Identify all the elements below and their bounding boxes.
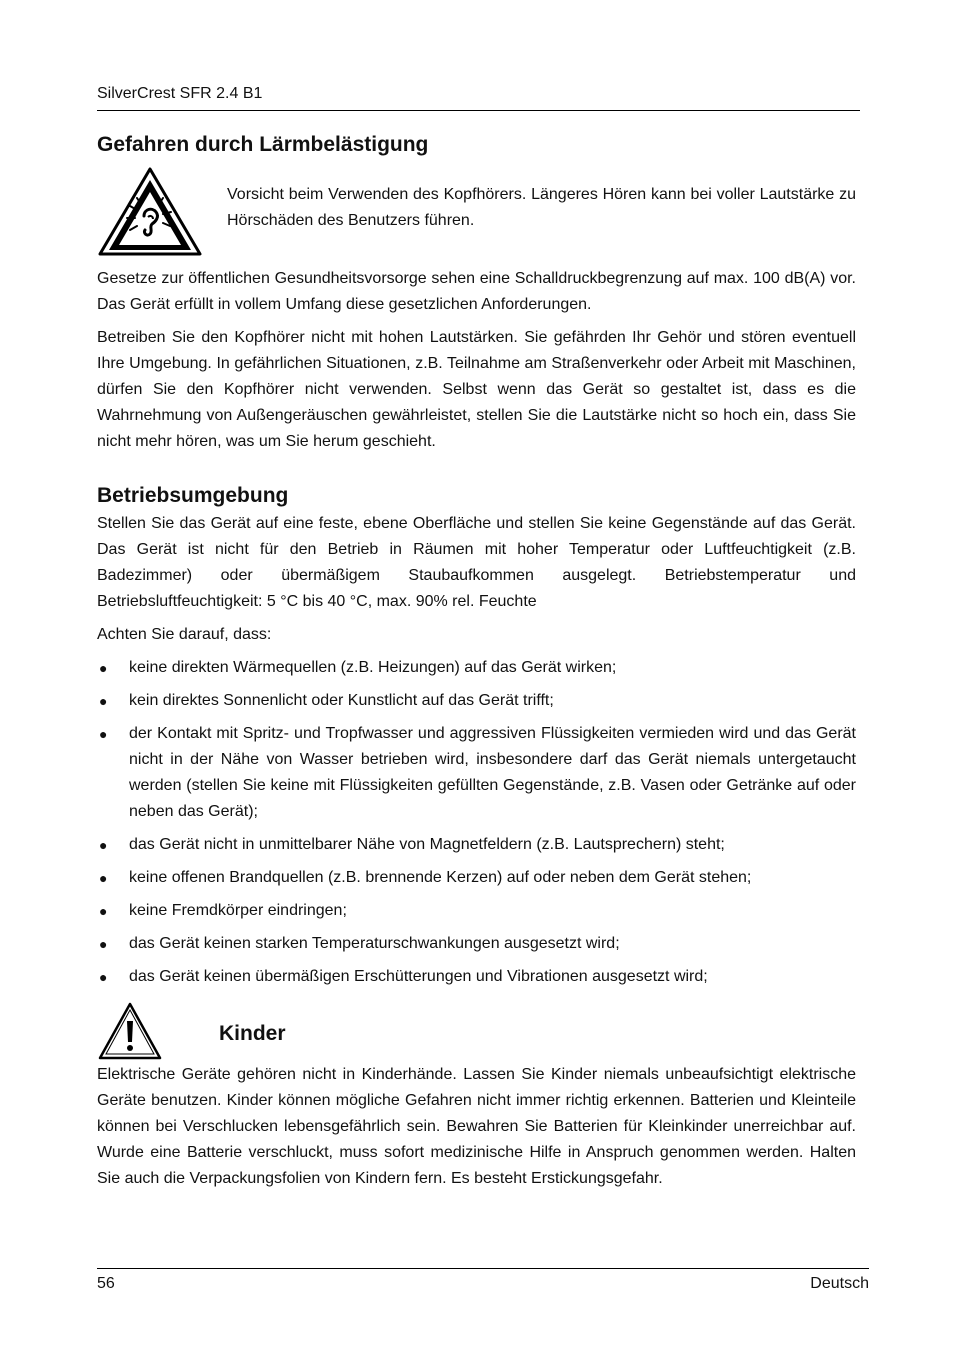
page-content: [97, 130, 856, 1199]
list-item: ● keine offenen Brandquellen (z.B. brennende Kerzen) auf oder neben dem Gerät stehen;: [99, 869, 752, 886]
list-item: ● keine Fremdkörper eindringen;: [99, 902, 347, 919]
children-heading-row: [97, 1000, 856, 1062]
caution-warning-icon: [97, 1001, 163, 1061]
hearing-warning-box: [97, 166, 856, 258]
environment-paragraph-2: Achten Sie darauf, dass:: [97, 626, 272, 643]
heading-noise: Gefahren durch Lärmbelästigung: [97, 133, 429, 156]
hearing-warning-icon: [97, 166, 203, 258]
list-item: ● keine direkten Wärmequellen (z.B. Heizungen) auf das Gerät wirken;: [99, 659, 617, 676]
noise-paragraph-2: Betreiben Sie den Kopfhörer nicht mit hohen Lautstärken. Sie gefährden Ihr Gehör und stören eventuell Ihre Umgebung. In gefährlichen Situationen, z.B. Teilnahme am Straßenverkehr oder Arbeit mit Maschinen, dürfen Sie den Kopfhörer nicht verwenden. Selbst wenn das Gerät so gestaltet ist, dass es die Wahrnehmung von Außengeräuschen gewährleistet, stellen Sie die Lautstärke nicht so hoch ein, dass Sie nicht mehr hören, was um Sie herum geschieht.: [97, 329, 856, 450]
page-number: 56: [97, 1275, 115, 1292]
list-item: ● das Gerät nicht in unmittelbarer Nähe von Magnetfeldern (z.B. Lautsprechern) steht;: [99, 836, 725, 853]
environment-paragraph-1: Stellen Sie das Gerät auf eine feste, ebene Oberfläche und stellen Sie keine Gegenstände auf das Gerät. Das Gerät ist nicht für den Betrieb in Räumen mit hoher Temperatur oder Luftfeuchtigkeit (z.B. Badezimmer) oder übermäßigem Staubaufkommen ausgelegt. Betriebstemperatur und Betriebsluftfeuchtigkeit: 5 °C bis 40 °C, max. 90% rel. Feuchte: [97, 515, 856, 610]
page-header: [97, 84, 860, 111]
heading-children: Kinder: [219, 1022, 286, 1045]
header-title: SilverCrest SFR 2.4 B1: [97, 85, 263, 102]
page-footer: [97, 1268, 869, 1292]
list-item: ● der Kontakt mit Spritz- und Tropfwasser und aggressiven Flüssigkeiten vermieden wird und das Gerät nicht in der Nähe von Wasser betrieben wird, insbesondere darf das Gerät niemals untergetaucht werden (stellen Sie keine mit Flüssigkeiten gefüllten Gegenstände, z.B. Vasen oder Getränke auf oder neben das Gerät);: [99, 725, 856, 820]
list-item: ● kein direktes Sonnenlicht oder Kunstlicht auf das Gerät trifft;: [99, 692, 554, 709]
environment-list: [97, 655, 856, 990]
list-item: ● das Gerät keinen übermäßigen Erschütterungen und Vibrationen ausgesetzt wird;: [99, 968, 708, 985]
heading-environment: Betriebsumgebung: [97, 484, 289, 507]
list-item: ● das Gerät keinen starken Temperaturschwankungen ausgesetzt wird;: [99, 935, 620, 952]
hearing-warning-text: Vorsicht beim Verwenden des Kopfhörers. Längeres Hören kann bei voller Lautstärke zu Hörschäden des Benutzers führen.: [227, 186, 856, 229]
noise-paragraph-1: Gesetze zur öffentlichen Gesundheitsvorsorge sehen eine Schalldruckbegrenzung auf max. 100 dB(A) vor. Das Gerät erfüllt in vollem Umfang diese gesetzlichen Anforderungen.: [97, 270, 856, 313]
footer-language: Deutsch: [810, 1275, 869, 1292]
children-paragraph: Elektrische Geräte gehören nicht in Kinderhände. Lassen Sie Kinder niemals unbeaufsichtigt elektrische Geräte benutzen. Kinder können mögliche Gefahren nicht immer richtig erkennen. Batterien und Kleinteile können bei Verschlucken lebensgefährlich sein. Bewahren Sie Batterien für Kleinkinder unerreichbar auf. Wurde eine Batterie verschluckt, muss sofort medizinische Hilfe in Anspruch genommen werden. Halten Sie auch die Verpackungsfolien von Kindern fern. Es besteht Erstickungsgefahr.: [97, 1066, 856, 1187]
